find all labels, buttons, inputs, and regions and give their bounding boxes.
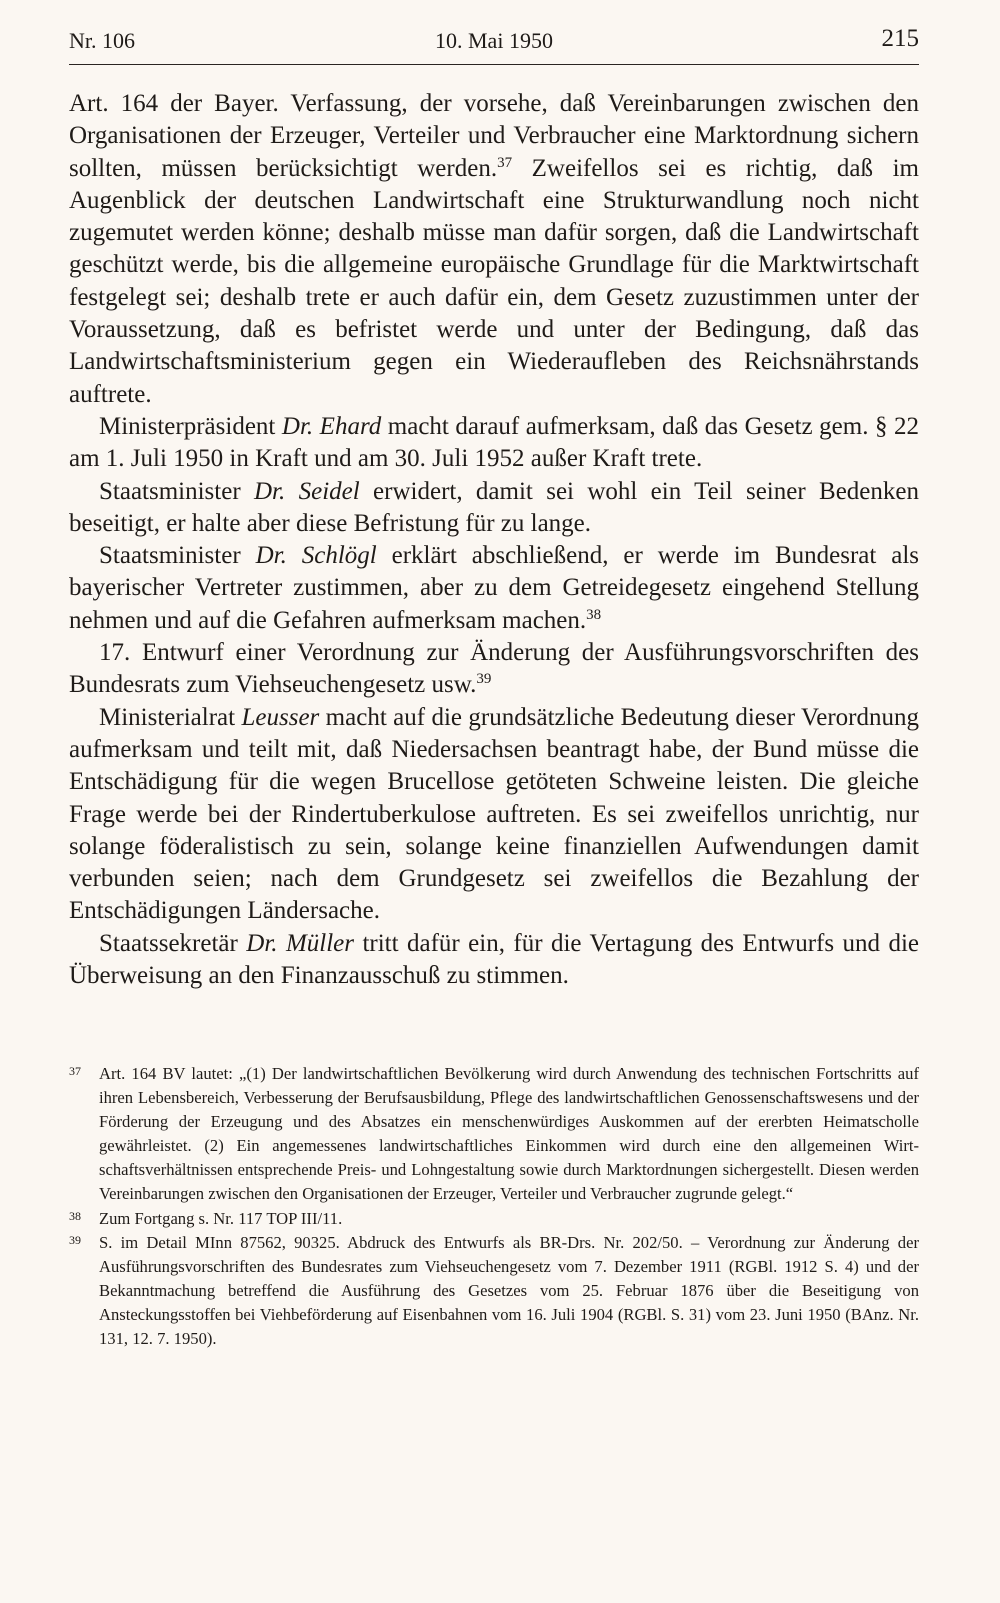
footnote-ref-37[interactable]: 37: [497, 154, 513, 171]
header-date: 10. Mai 1950: [435, 28, 553, 53]
main-text: [69, 88, 919, 992]
speaker-name: Dr. Schlögl: [255, 542, 377, 570]
speaker-name: Dr. Müller: [246, 929, 355, 957]
running-header: [69, 0, 919, 65]
paragraph: Staatssekretär Dr. Müller tritt dafür ein, für die Vertagung des Entwurfs und die Überweisung an den Finanzausschuß zu stimmen.: [69, 929, 919, 990]
footnote: 38 Zum Fortgang s. Nr. 117 TOP III/11.: [69, 1207, 919, 1231]
footnote: 39 S. im Detail MInn 87562, 90325. Abdruck des Entwurfs als BR-Drs. Nr. 202/50. – Verordnung zur Änderung der Ausführungsvorschriften des Bundesrates zum Viehseuchengesetz vom 7. Dezember 1911 (RGBl. 1912 S. 4) und der Bekanntmachung betreffend die Ausführung des Gesetzes vom 25. Februar 1876 über die Beseitigung von Ansteckungsstoffen bei Viehbeförderung auf Eisenbahnen vom 16. Juli 1904 (RGBl. S. 31) vom 23. Juni 1950 (BAnz. Nr. 131, 12. 7. 1950).: [69, 1231, 919, 1351]
speaker-name: Dr. Seidel: [254, 477, 360, 505]
paragraph: Ministerpräsident Dr. Ehard macht darauf aufmerksam, daß das Gesetz gem. § 22 am 1. Juli 1950 in Kraft und am 30. Juli 1952 außer Kraft trete.: [69, 412, 920, 473]
footnote: 37 Art. 164 BV lautet: „(1) Der landwirtschaftlichen Bevölkerung wird durch Anwendung des technischen Fortschritts auf ihren Lebensbereich, Verbesserung der Berufsausbildung, Pflege des landwirtschaftlichen Genossenschaftswesens und der Förderung der Erzeugung und des Absatzes ein menschenwürdiges Auskommen auf der ererbten Heimatscholle gewährleistet. (2) Ein angemessenes landwirtschaftliches Einkommen wird durch eine den allgemeinen Wirtschaftsverhältnissen entsprechende Preis- und Lohngestaltung sowie durch Marktordnungen sichergestellt. Diesen werden Vereinbarungen zwischen den Organisationen der Erzeuger, Verteiler und Verbraucher zugrunde gelegt.“: [69, 1062, 919, 1207]
footnotes: [69, 1062, 919, 1351]
paragraph: Art. 164 der Bayer. Verfassung, der vorsehe, daß Vereinbarungen zwischen den Organisationen der Erzeuger, Verteiler und Verbraucher eine Marktordnung sichern sollten, müssen berücksichtigt werden.$^{37}$ Zweifellos sei es richtig, daß im Augenblick der deutschen Landwirtschaft eine Strukturwandlung noch nicht zugemutet werden könne; deshalb müsse man dafür sorgen, daß die Landwirtschaft geschützt werde, bis die allgemeine europäische Grundlage für die Marktwirtschaft festgelegt sei; deshalb trete er auch dafür ein, dem Gesetz zuzustimmen unter der Voraussetzung, daß es befristet werde und unter der Bedingung, daß das Landwirtschaftsministerium gegen ein Wiederaufleben des Reichsnährstands auftrete.: [69, 90, 919, 408]
footnote-ref-38[interactable]: 38: [586, 606, 602, 623]
paragraph: Staatsminister Dr. Seidel erwidert, damit sei wohl ein Teil seiner Bedenken beseitigt, er halte aber diese Befristung für zu lange.: [69, 477, 919, 537]
page-number: 215: [881, 25, 919, 52]
paragraph: Staatsminister Dr. Schlögl erklärt abschließend, er werde im Bundesrat als bayerischer Vertreter zustimmen, aber zu dem Getreidegesetz eingehend Stellung nehmen und auf die Gefahren aufmerksam machen.$^{38}$: [69, 542, 920, 634]
footnote-number: 38: [69, 1208, 81, 1223]
agenda-item: 17. Entwurf einer Verordnung zur Änderung der Ausführungsvorschriften des Bundesrats zum Viehseuchengesetz usw.$^{39}$: [69, 639, 919, 699]
document-page: [69, 0, 920, 1349]
document-number: Nr. 106: [69, 28, 135, 53]
footnote-number: 39: [69, 1232, 81, 1247]
footnote-ref-39[interactable]: 39: [476, 671, 492, 688]
paragraph: Ministerialrat Leusser macht auf die grundsätzliche Bedeutung dieser Verordnung aufmerksam und teilt mit, daß Niedersachsen beantragt habe, der Bund müsse die Entschädigung für die wegen Brucellose getöteten Schweine leisten. Die gleiche Frage werde bei der Rindertuberkulose auftreten. Es sei zweifellos unrichtig, nur solange föderalistisch zu sein, solange keine finanziellen Aufwendungen damit verbunden seien; nach dem Grundgesetz sei zweifellos die Bezahlung der Entschädigungen Ländersache.: [69, 703, 919, 925]
speaker-name: Dr. Ehard: [281, 412, 382, 440]
footnote-number: 37: [69, 1064, 81, 1078]
speaker-name: Leusser: [241, 703, 320, 731]
